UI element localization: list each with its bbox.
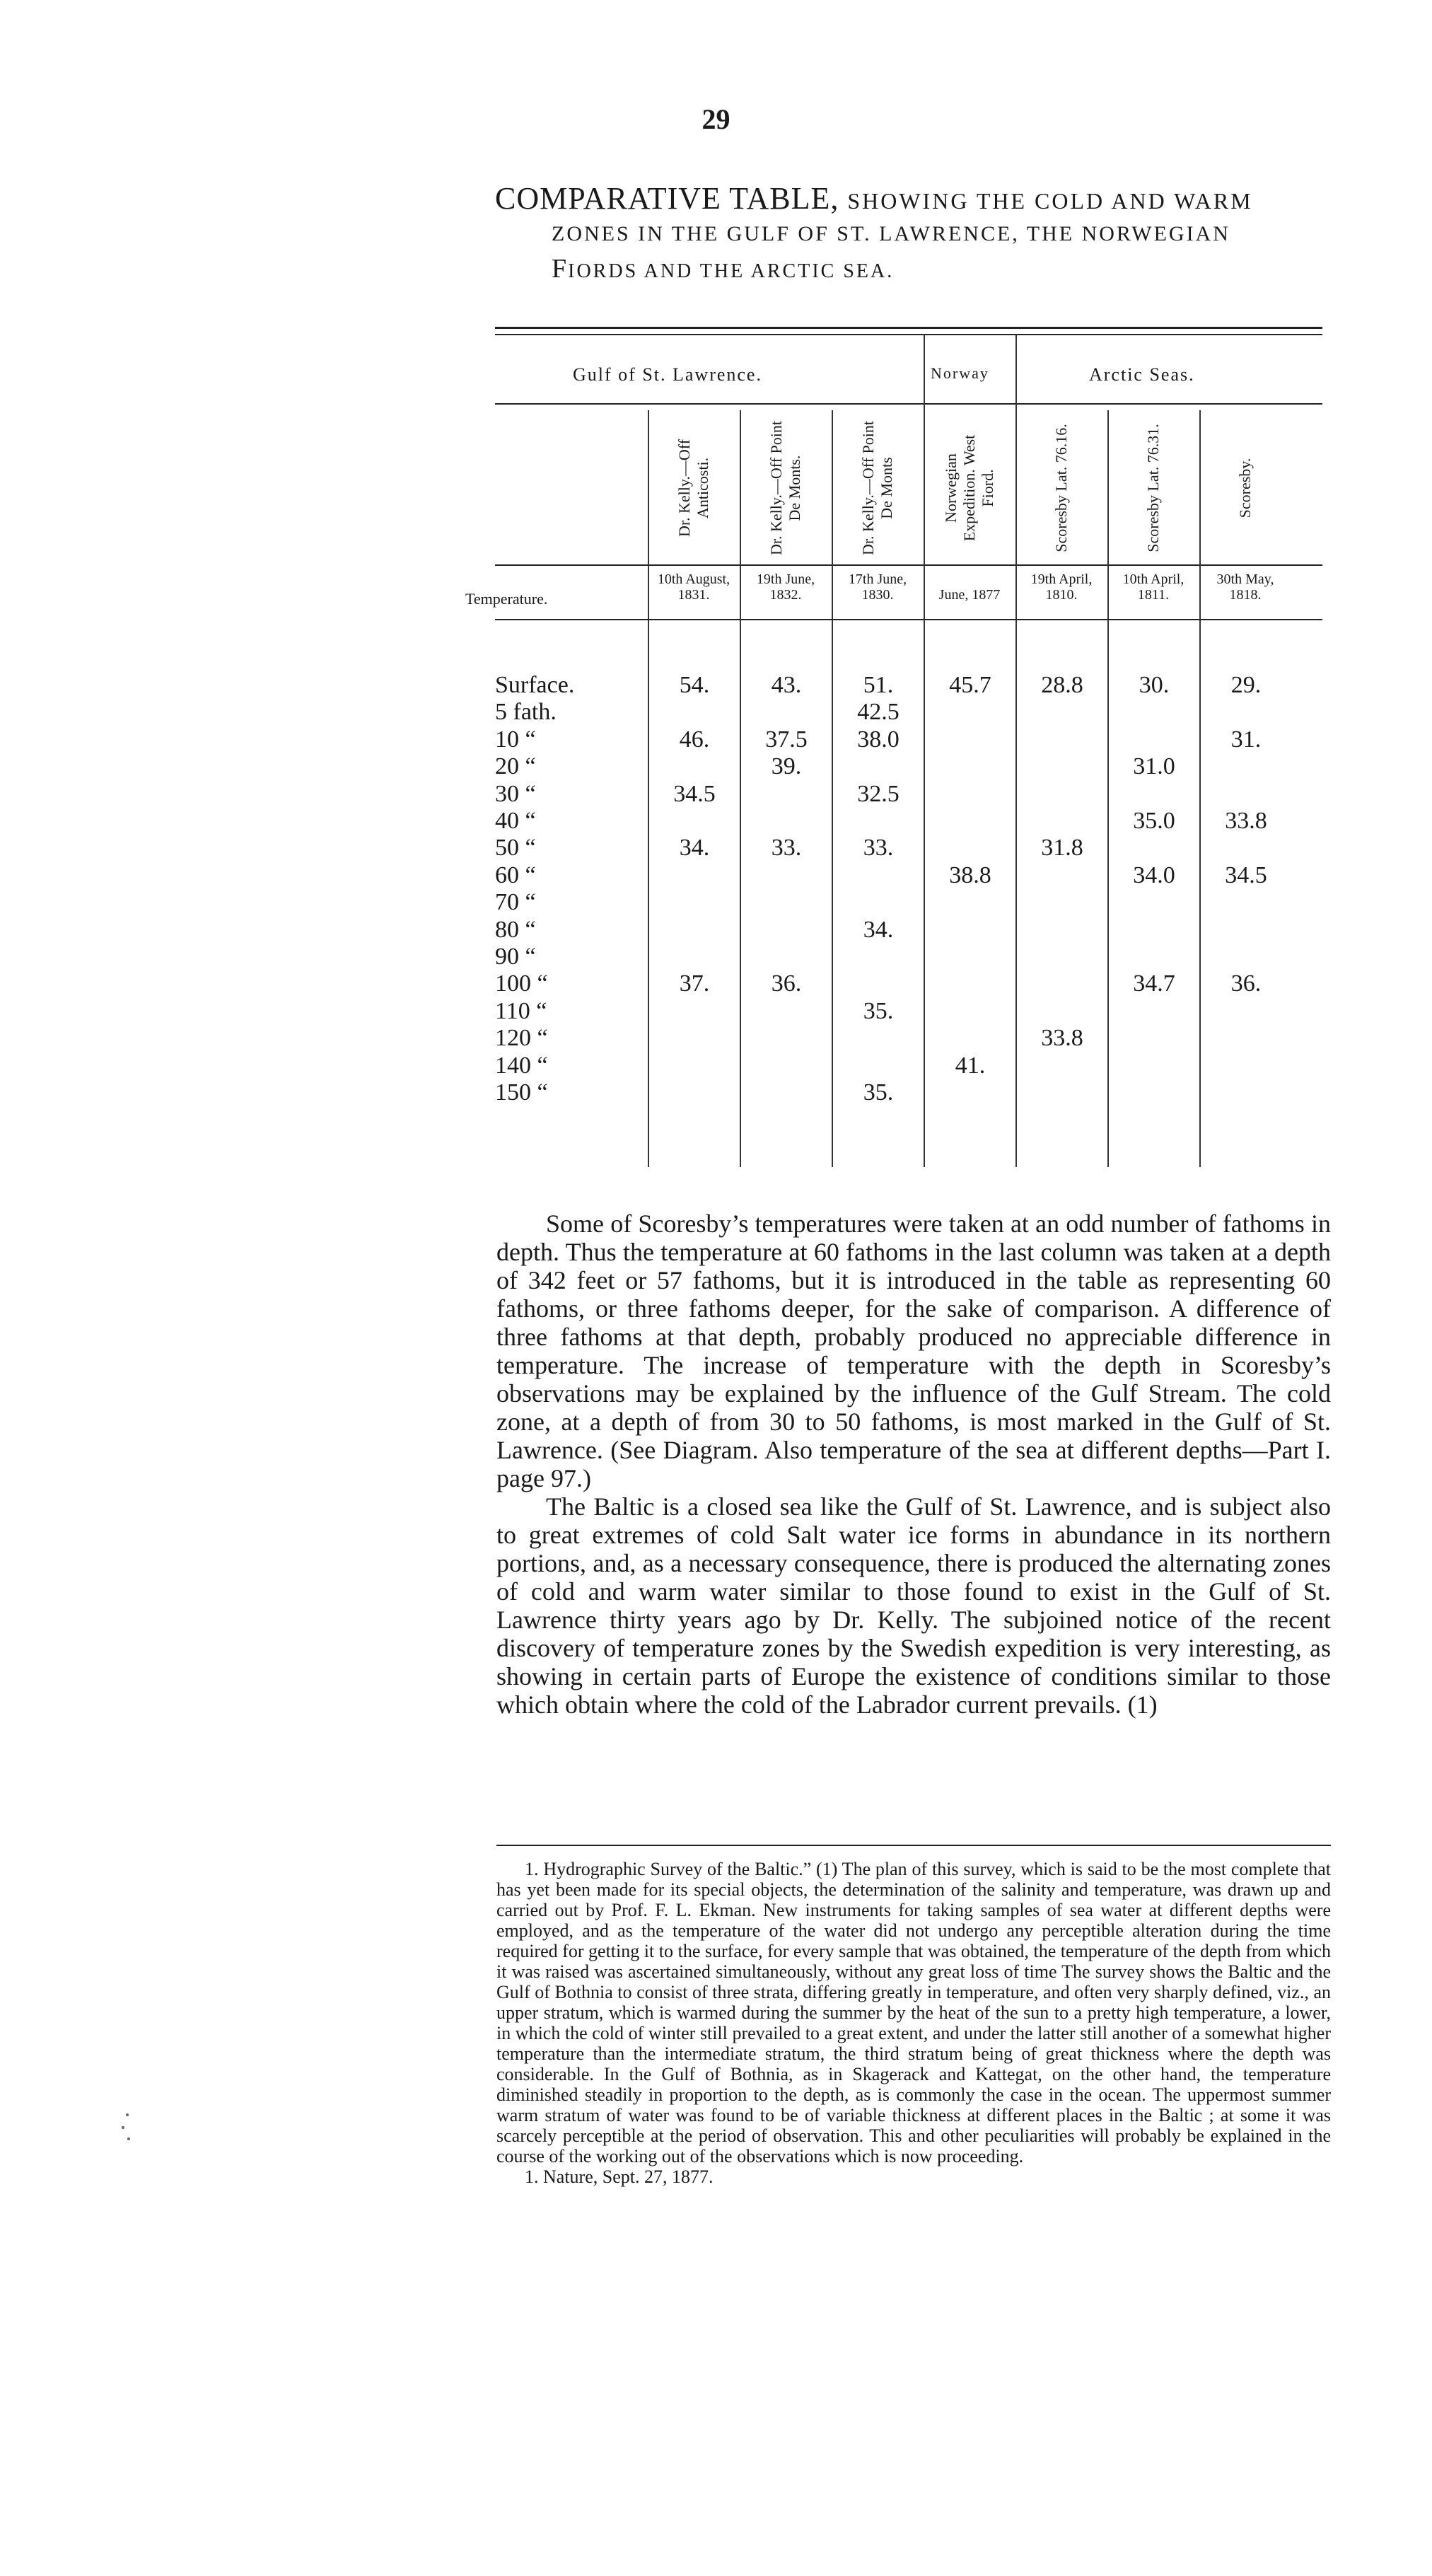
row-depth-label: 70 “: [495, 889, 536, 915]
table-cell: 51.: [863, 672, 894, 698]
paragraph: Some of Scoresby’s temperatures were taken at an odd number of fathoms in depth. Thus the temperature at 60 fathoms in the last column was taken at a depth of 342 feet or 57 fathoms, but it is introduced in the table as representing 60 fathoms, or three fathoms deeper, for the sake of comparison. A difference of three fathoms at that depth, probably produced no appreciable difference in temperature. The increase of temperature with the depth in Scoresby’s observations may be explained by the influence of the Gulf Stream. The cold zone, at a depth of from 30 to 50 fathoms, is most marked in the Gulf of St. Lawrence. (See Diagram. Also temperature of the sea at different depths—Part I. page 97.): [496, 1209, 1331, 1492]
table-cell: 38.0: [857, 726, 900, 753]
title-line-2: ZONES IN THE GULF OF ST. LAWRENCE, THE NORWEGIAN: [552, 222, 1230, 245]
table-title: [495, 180, 1372, 284]
title-line-1: [495, 180, 1372, 216]
column-heading-text: Scoresby Lat. 76.16.: [1052, 424, 1070, 552]
table-cell: 39.: [771, 753, 802, 779]
row-depth-label: 30 “: [495, 781, 536, 807]
table-cell: 34.5: [1225, 862, 1267, 888]
table-cell: 43.: [771, 672, 802, 698]
group-norway: Norway: [931, 364, 989, 382]
title-line-1-smallcaps: SHOWING THE COLD AND WARM: [847, 188, 1253, 214]
row-depth-label: 20 “: [495, 753, 536, 779]
table-cell: 35.0: [1133, 808, 1175, 834]
date-rule: [495, 619, 1322, 620]
column-heading-text: Scoresby Lat. 76.31.: [1144, 424, 1162, 552]
table-cell: 37.5: [765, 726, 808, 753]
column-date: 17th June, 1830.: [848, 572, 907, 603]
table-cell: 36.: [1230, 970, 1262, 997]
footnote: 1. Hydrographic Survey of the Baltic.” (1) The plan of this survey, which is said to be the most complete that has yet been made for its special objects, the determination of the salinity and temperature, was drawn up and carried out by Prof. F. L. Ekman. New instruments for taking samples of sea water at different depths were employed, and as the temperature of the water did not undergo any perceptible alteration during the time required for getting it to the surface, for every sample that was obtained, the temperature of the depth from which it was raised was ascertained simultaneously, without any great loss of time The survey shows the Baltic and the Gulf of Bothnia to consist of three strata, differing greatly in temperature, and often very sharply defined, viz., an upper stratum, which is warmed during the summer by the heat of the sun to a pretty high temperature, a lower, in which the cold of winter still prevailed to a great extent, and under the latter still another of a somewhat higher temperature than the intermediate stratum, the third stratum being of great thickness where the depth was considerable. In the Gulf of Bothnia, as in Skagerack and Kattegat, on the other hand, the temperature diminished steadily in proportion to the depth, as is commonly the case in the ocean. The uppermost summer warm stratum of water was found to be of variable thickness at different places in the Baltic ; at some it was scarcely perceptible at the period of observation. This and other peculiarities will probably be explained in the course of the working out of the observations which is now proceeding.: [496, 1859, 1331, 2166]
table-cell: 29.: [1230, 672, 1262, 698]
column-heading-text: Dr. Kelly.—Off Point De Monts.: [767, 420, 803, 556]
column-heading: [938, 417, 1001, 559]
table-cell: 33.: [863, 835, 894, 861]
column-heading-text: Norwegian Expedition. West Fiord.: [942, 434, 996, 542]
title-line-1-main: COMPARATIVE TABLE,: [495, 181, 848, 216]
table-cell: 30.: [1139, 672, 1170, 698]
table-cell: 31.8: [1041, 835, 1083, 861]
column-date: 10th August, 1831.: [657, 572, 730, 603]
column-divider: [740, 410, 741, 1167]
column-heading-text: Dr. Kelly.—Off Point De Monts: [859, 420, 895, 556]
table-cell: 37.: [679, 970, 710, 997]
column-date: 30th May, 1818.: [1216, 572, 1274, 603]
table-top-rule-second: [495, 334, 1322, 335]
table-top-rule: [495, 327, 1322, 329]
row-depth-label: 40 “: [495, 808, 536, 834]
column-date: 19th April, 1810.: [1030, 572, 1093, 603]
paragraph: The Baltic is a closed sea like the Gulf of St. Lawrence, and is subject also to great extremes of cold Salt water ice forms in abundance in its northern portions, and, as a necessary consequence, there is produced the alternating zones of cold and warm water similar to those found to exist in the Gulf of St. Lawrence thirty years ago by Dr. Kelly. The subjoined notice of the recent discovery of temperature zones by the Swedish expedition is very interesting, as showing in certain parts of Europe the existence of conditions similar to those which obtain where the cold of the Labrador current prevails. (1): [496, 1492, 1331, 1719]
table-cell: 45.7: [949, 672, 991, 698]
row-depth-label: 60 “: [495, 862, 536, 888]
footnote: 1. Nature, Sept. 27, 1877.: [525, 2166, 714, 2187]
row-depth-label: 140 “: [495, 1052, 548, 1079]
table-cell: 33.: [771, 835, 802, 861]
row-depth-label: 80 “: [495, 917, 536, 943]
row-depth-label: 120 “: [495, 1025, 548, 1051]
table-cell: 34.0: [1133, 862, 1175, 888]
title-line-3-initial: F: [552, 254, 569, 284]
column-divider: [1199, 410, 1201, 1167]
column-heading-text: Dr. Kelly.—Off Anticosti.: [675, 439, 711, 538]
table-cell: 54.: [679, 672, 710, 698]
row-depth-label: 150 “: [495, 1079, 548, 1106]
column-date: 10th April, 1811.: [1122, 572, 1184, 603]
table-cell: 34.7: [1133, 970, 1175, 997]
footnotes: [496, 1859, 1331, 2187]
table-cell: 34.5: [673, 781, 716, 807]
table-cell: 32.5: [857, 781, 900, 807]
column-heading: [754, 417, 817, 559]
temperature-label: Temperature.: [465, 590, 548, 608]
group-head-rule: [495, 403, 1322, 405]
table-cell: 33.8: [1041, 1025, 1083, 1051]
group-gulf-st-lawrence: Gulf of St. Lawrence.: [573, 364, 762, 385]
title-line-3-smallcaps: IORDS AND THE ARCTIC SEA.: [568, 260, 895, 282]
column-heading: [846, 417, 909, 559]
table-cell: 34.: [679, 835, 710, 861]
page-number: 29: [702, 103, 730, 135]
column-heading: [1122, 417, 1185, 559]
table-cell: 46.: [679, 726, 710, 753]
table-cell: 42.5: [857, 699, 900, 725]
column-heading-text: Scoresby.: [1236, 458, 1254, 518]
column-date: 19th June, 1832.: [756, 572, 815, 603]
body-text: [496, 1209, 1331, 1719]
table-cell: 35.: [863, 1079, 894, 1106]
table-cell: 41.: [955, 1052, 986, 1079]
column-date: June, 1877: [938, 587, 1001, 603]
paper-specks: [113, 2108, 141, 2150]
row-depth-label: 110 “: [495, 998, 547, 1024]
table-cell: 34.: [863, 917, 894, 943]
row-depth-label: 100 “: [495, 970, 548, 997]
column-heading: [662, 417, 726, 559]
table-cell: 31.: [1230, 726, 1262, 753]
row-depth-label: 50 “: [495, 835, 536, 861]
row-depth-label: Surface.: [495, 672, 575, 698]
table-cell: 28.8: [1041, 672, 1083, 698]
row-depth-label: 5 fath.: [495, 699, 557, 725]
table-cell: 38.8: [949, 862, 991, 888]
column-heading: [1030, 417, 1093, 559]
column-head-rule: [495, 564, 1322, 566]
table-cell: 35.: [863, 998, 894, 1024]
column-divider: [1107, 410, 1109, 1167]
table-cell: 36.: [771, 970, 802, 997]
title-line-3: [552, 253, 1372, 284]
table-cell: 31.0: [1133, 753, 1175, 779]
row-depth-label: 90 “: [495, 944, 536, 970]
column-heading: [1213, 417, 1277, 559]
row-depth-label: 10 “: [495, 726, 536, 753]
table-cell: 33.8: [1225, 808, 1267, 834]
column-divider-major: [924, 334, 925, 1167]
footnote-rule: [496, 1845, 1331, 1846]
group-arctic-seas: Arctic Seas.: [1089, 364, 1195, 385]
